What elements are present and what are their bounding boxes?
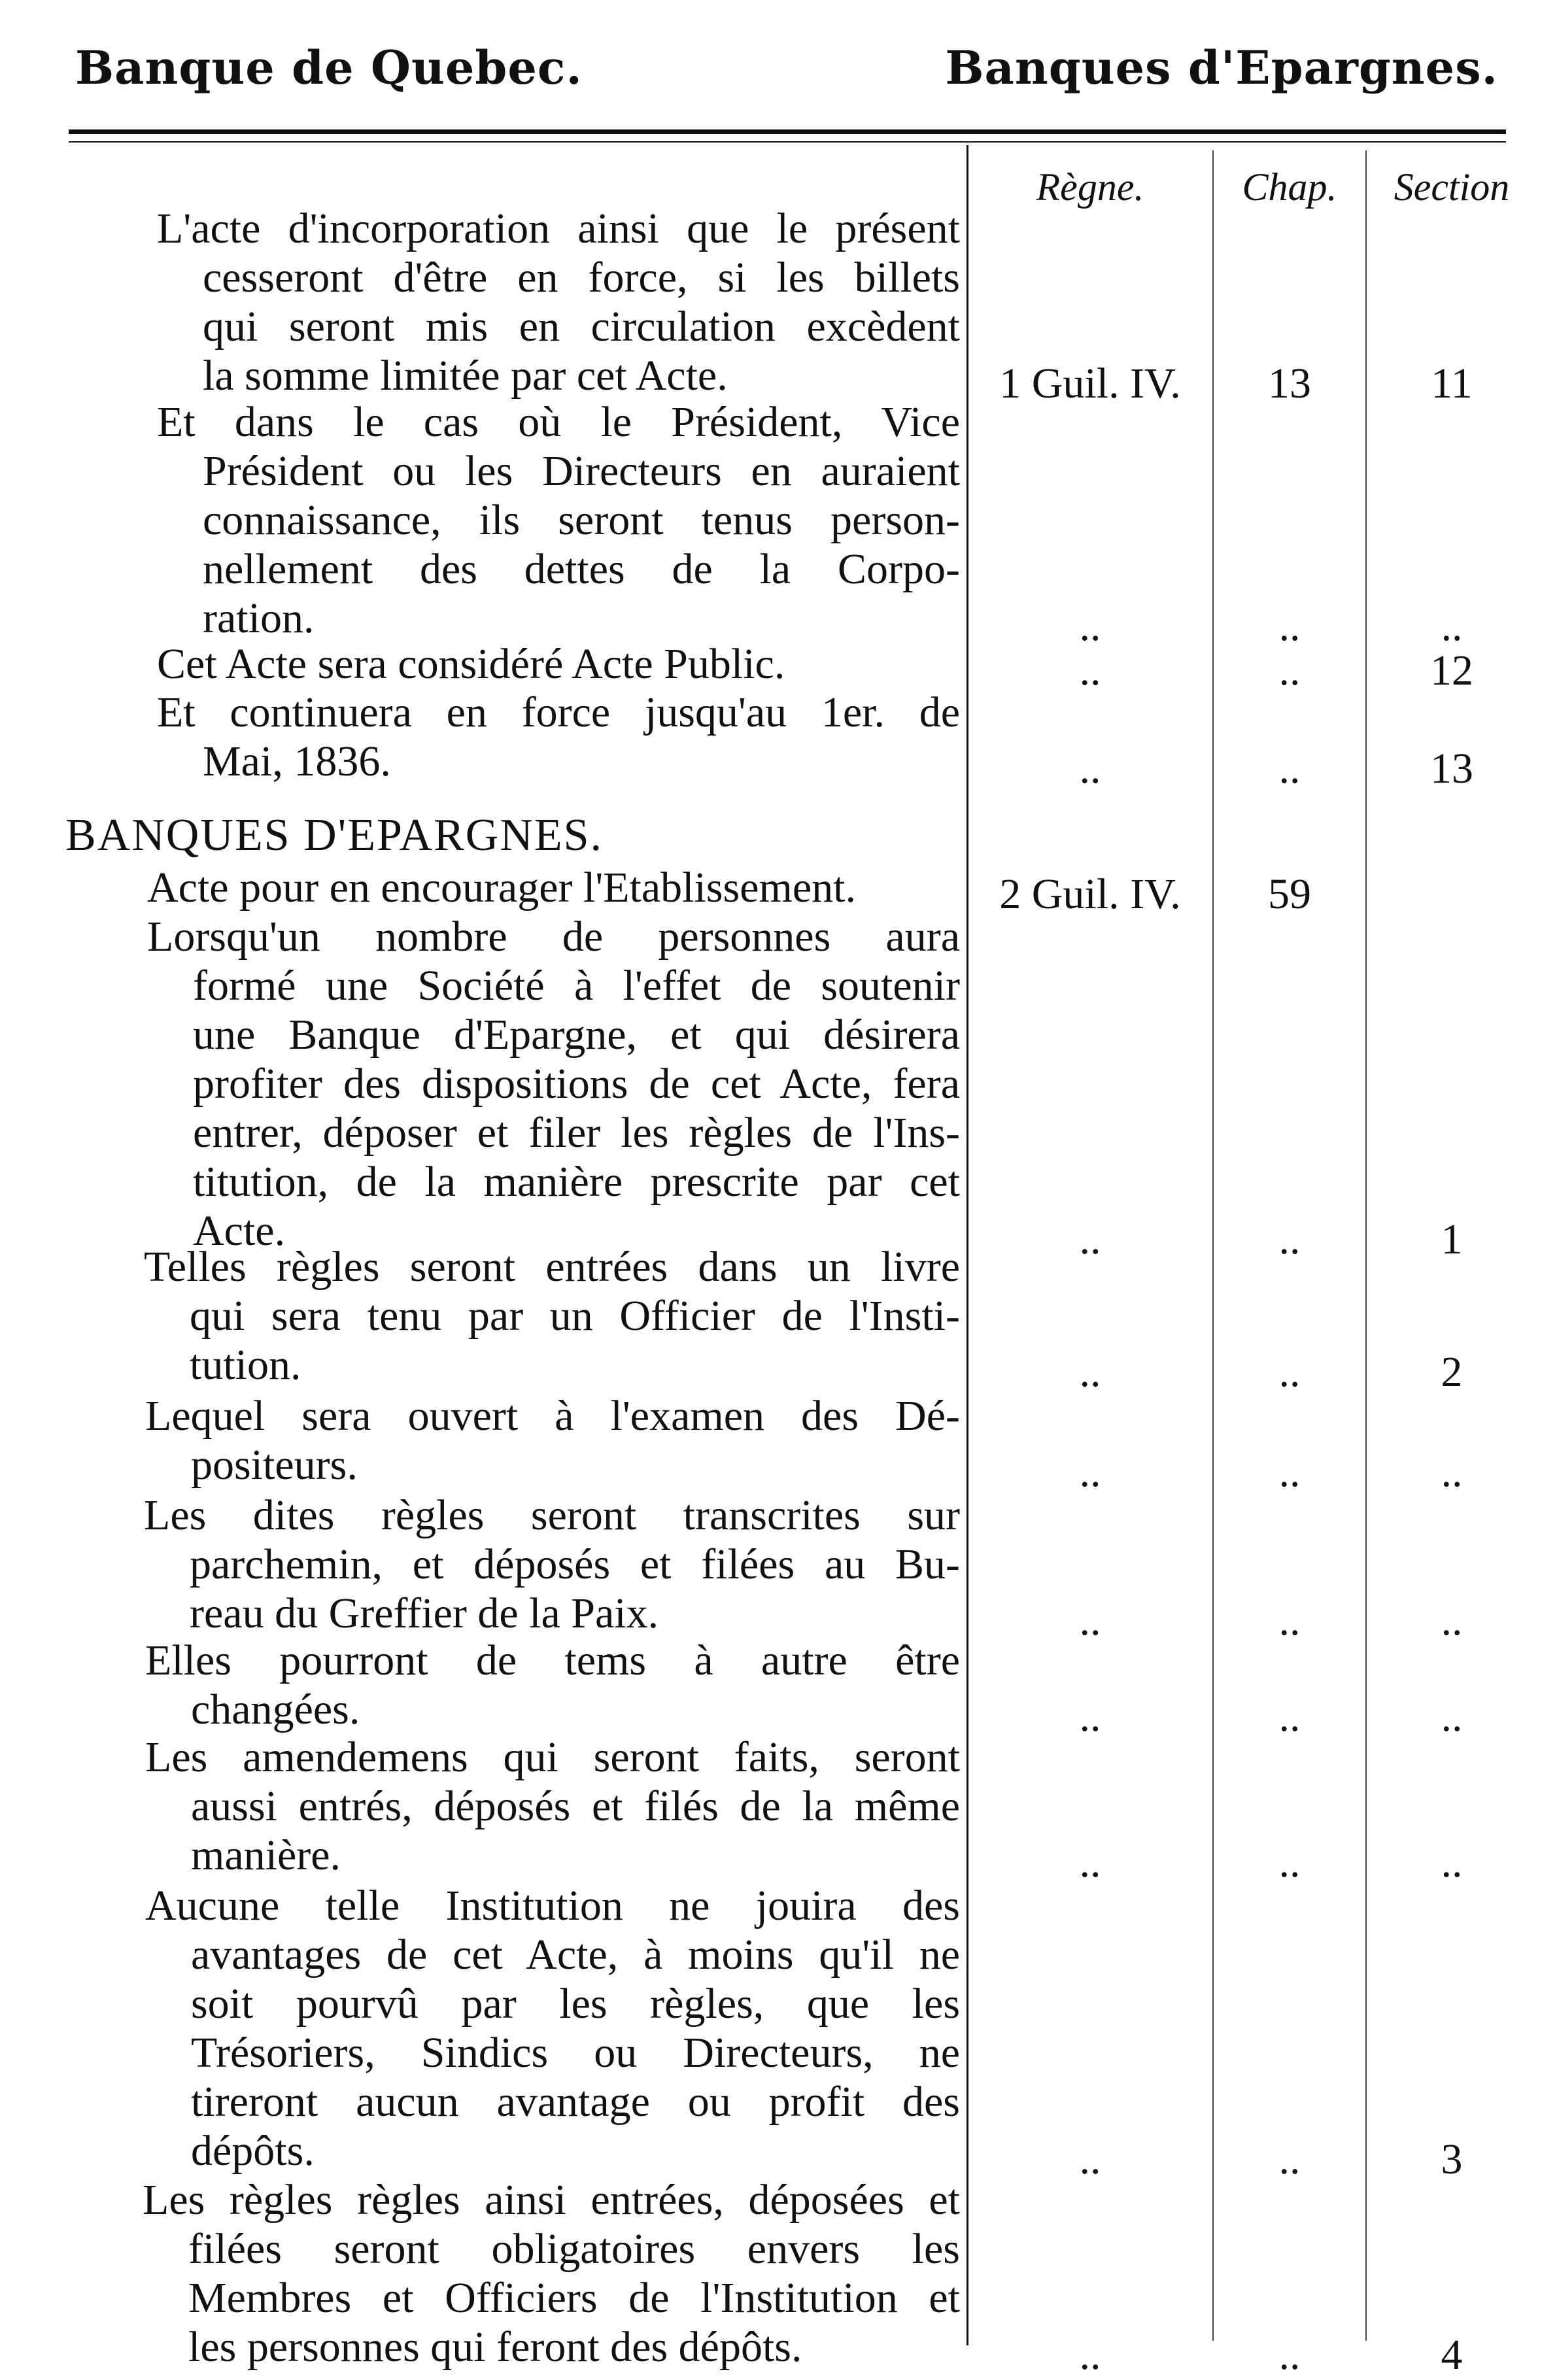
entry-chap-cell: ..: [1278, 744, 1301, 792]
entry-line: Lequel sera ouvert à l'examen des Dé-: [145, 1392, 960, 1440]
entry-chap-cell: ..: [1278, 2330, 1301, 2379]
entry-regne-cell: ..: [1079, 2135, 1101, 2183]
running-header-left: Banque de Quebec.: [75, 41, 583, 95]
entry-chap-cell: ..: [1278, 1448, 1301, 1496]
entry-line: Les règles règles ainsi entrées, déposées et: [143, 2176, 960, 2224]
entry-line: Mai, 1836.: [203, 738, 391, 785]
entry-line: positeurs.: [191, 1441, 358, 1489]
entry-section-cell: 3: [1441, 2135, 1463, 2183]
entry-regne-cell: 2 Guil. IV.: [999, 870, 1181, 918]
entry-line: Membres et Officiers de l'Institution et: [188, 2274, 960, 2322]
entry-line: cesseront d'être en force, si les billets: [203, 254, 960, 301]
column-heading-section: Section: [1394, 165, 1510, 209]
entry-line: Président ou les Directeurs en auraient: [203, 447, 960, 495]
entry-line: ration.: [203, 594, 315, 642]
entry-line: avantages de cet Acte, à moins qu'il ne: [191, 1931, 960, 1979]
entry-line: Trésoriers, Sindics ou Directeurs, ne: [191, 2029, 960, 2077]
entry-regne-cell: ..: [1079, 1597, 1101, 1644]
entry-line: Aucune telle Institution ne jouira des: [145, 1882, 960, 1930]
column-heading-chap: Chap.: [1242, 165, 1337, 209]
entry-line: Cet Acte sera considéré Acte Public.: [157, 640, 785, 688]
entry-line: Elles pourront de tems à autre être: [145, 1637, 960, 1684]
entry-section-cell: 12: [1430, 647, 1473, 694]
entry-chap-cell: ..: [1278, 602, 1301, 650]
entry-line: manière.: [191, 1831, 341, 1879]
entry-line: Lorsqu'un nombre de personnes aura: [147, 913, 960, 960]
entry-chap-cell: ..: [1278, 647, 1301, 694]
entry-line: filées seront obligatoires envers les: [188, 2225, 960, 2273]
entry-regne-cell: ..: [1079, 2330, 1101, 2379]
entry-chap-cell: ..: [1278, 1348, 1301, 1396]
entry-line: L'acte d'incorporation ainsi que le présent: [157, 205, 960, 252]
entry-line: profiter des dispositions de cet Acte, fera: [193, 1060, 960, 1108]
entry-section-cell: 4: [1441, 2330, 1463, 2379]
entry-chap-cell: 13: [1268, 359, 1311, 407]
entry-line: la somme limitée par cet Acte.: [203, 352, 728, 400]
column-heading-regne: Règne.: [1036, 165, 1144, 209]
entry-regne-cell: ..: [1079, 744, 1101, 792]
entry-line: les personnes qui feront des dépôts.: [188, 2323, 802, 2371]
header-rule-thick: [69, 129, 1506, 134]
entry-line: une Banque d'Epargne, et qui désirera: [193, 1011, 960, 1059]
entry-section-cell: 1: [1441, 1216, 1463, 1263]
entry-line: tution.: [190, 1341, 301, 1389]
entry-line: entrer, déposer et filer les règles de l'Ins-: [193, 1109, 960, 1157]
entry-section-cell: 11: [1431, 359, 1473, 407]
entry-section-cell: ..: [1441, 1692, 1463, 1741]
entry-regne-cell: ..: [1079, 1448, 1101, 1496]
entry-section-cell: ..: [1441, 602, 1463, 650]
entry-regne-cell: ..: [1079, 1692, 1101, 1741]
entry-regne-cell: ..: [1079, 1216, 1101, 1263]
entry-line: dépôts.: [191, 2127, 315, 2175]
entry-line: Les dites règles seront transcrites sur: [144, 1491, 960, 1539]
entry-section-cell: ..: [1441, 1839, 1463, 1886]
entry-chap-cell: ..: [1278, 1839, 1301, 1886]
entry-line: reau du Greffier de la Paix.: [190, 1590, 659, 1637]
entry-regne-cell: ..: [1079, 602, 1101, 650]
entry-line: Acte.: [193, 1207, 286, 1255]
entry-chap-cell: ..: [1278, 1597, 1301, 1644]
entry-section-cell: ..: [1441, 1597, 1463, 1644]
entry-chap-cell: ..: [1278, 1216, 1301, 1263]
entry-line: parchemin, et déposés et filées au Bu-: [190, 1540, 960, 1588]
entry-line: Et dans le cas où le Président, Vice: [157, 398, 960, 446]
entry-line: Telles règles seront entrées dans un livre: [144, 1243, 960, 1291]
running-header-right: Banques d'Epargnes.: [945, 41, 1498, 95]
entry-line: nellement des dettes de la Corpo-: [203, 545, 960, 593]
entry-line: formé une Société à l'effet de soutenir: [193, 962, 960, 1010]
entry-regne-cell: ..: [1079, 647, 1101, 694]
entry-regne-cell: ..: [1079, 1839, 1101, 1886]
section-heading: BANQUES D'EPARGNES.: [65, 810, 604, 860]
entry-line: Acte pour en encourager l'Etablissement.: [147, 864, 856, 911]
entry-chap-cell: ..: [1278, 1692, 1301, 1741]
entry-section-cell: 2: [1441, 1348, 1463, 1396]
entry-section-cell: ..: [1441, 1448, 1463, 1496]
entry-regne-cell: 1 Guil. IV.: [999, 359, 1181, 407]
entry-chap-cell: ..: [1278, 2135, 1301, 2183]
entry-line: changées.: [191, 1686, 360, 1733]
entry-line: titution, de la manière prescrite par cet: [193, 1158, 960, 1206]
entry-line: tireront aucun avantage ou profit des: [191, 2078, 960, 2126]
entry-line: connaissance, ils seront tenus person-: [203, 496, 960, 544]
entry-regne-cell: ..: [1079, 1348, 1101, 1396]
entry-line: qui sera tenu par un Officier de l'Insti-: [190, 1292, 960, 1340]
entry-line: Les amendemens qui seront faits, seront: [145, 1733, 960, 1781]
entry-line: aussi entrés, déposés et filés de la même: [191, 1782, 960, 1830]
header-rule-thin: [69, 141, 1506, 143]
entry-section-cell: 13: [1430, 744, 1473, 792]
entry-line: qui seront mis en circulation excèdent: [203, 303, 960, 350]
entry-line: Et continuera en force jusqu'au 1er. de: [157, 688, 960, 736]
entry-line: soit pourvû par les règles, que les: [191, 1980, 960, 2028]
entry-chap-cell: 59: [1268, 870, 1311, 918]
